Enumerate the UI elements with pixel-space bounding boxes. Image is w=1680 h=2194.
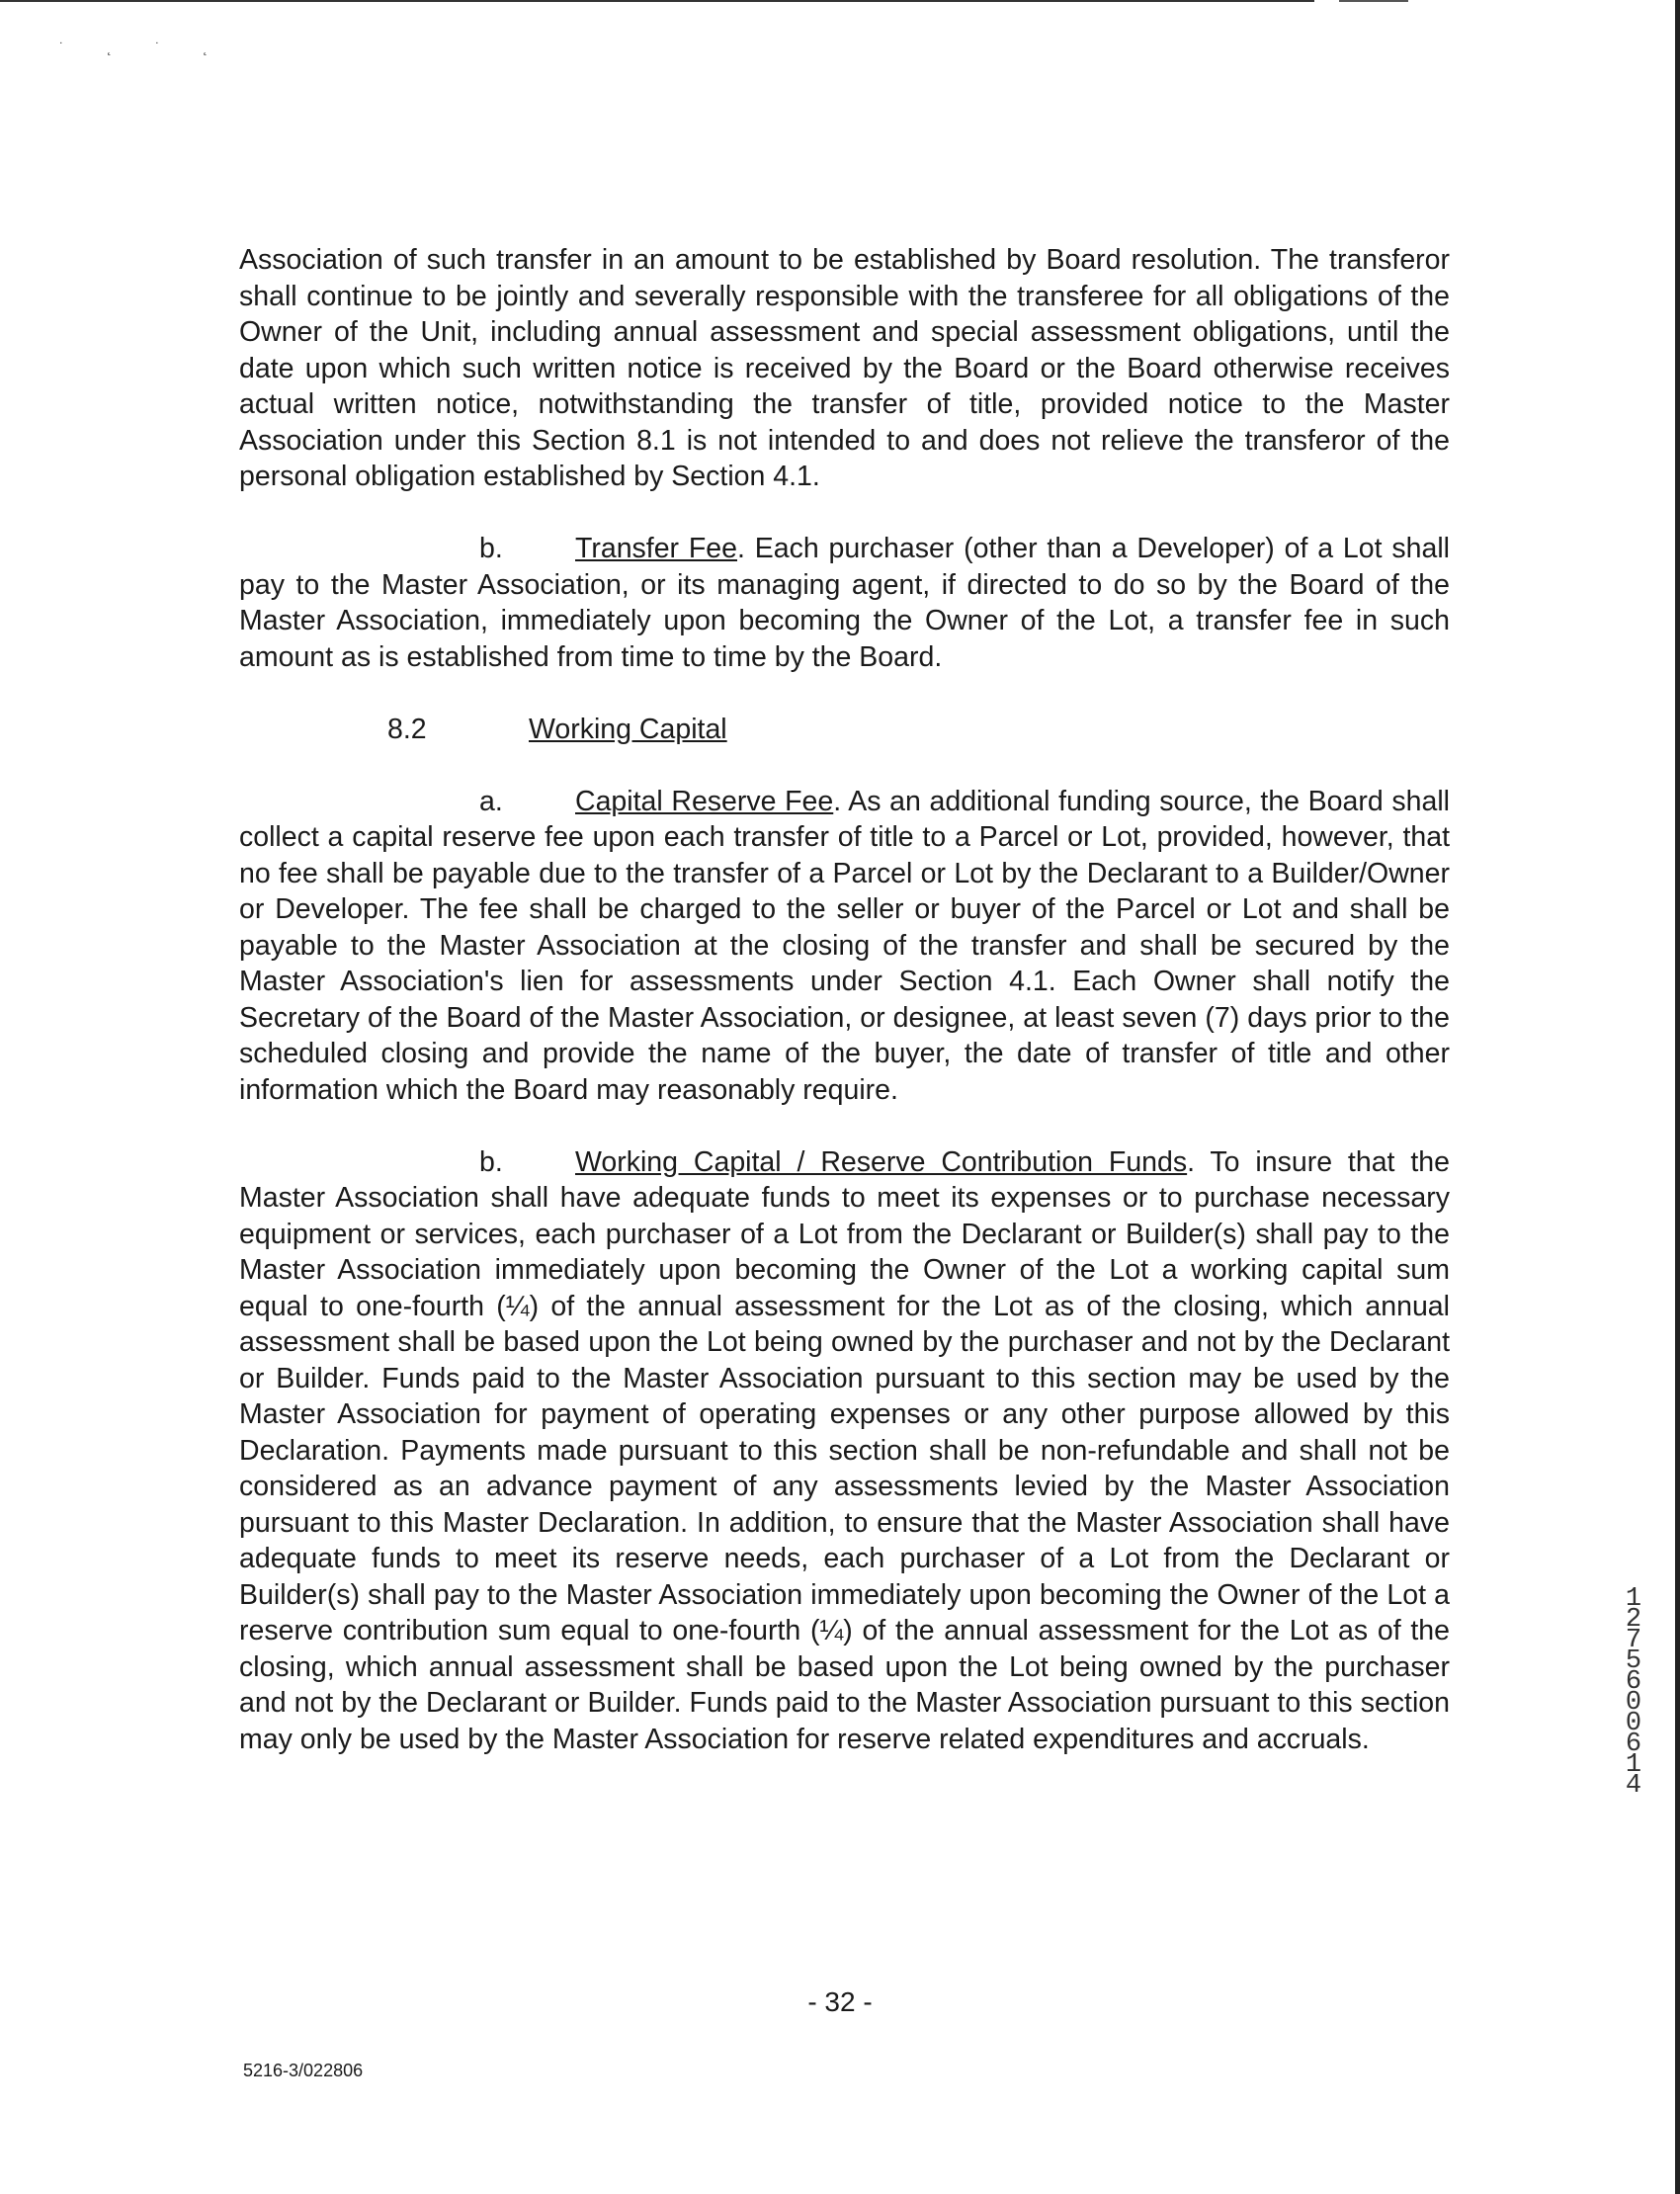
paragraph-capital-reserve-fee: [239, 784, 1450, 1109]
top-border-line: [0, 0, 1314, 2]
item-marker: a.: [479, 785, 503, 817]
document-body: [239, 242, 1450, 1794]
scan-specks: ˙ ˛ ˙ ˛: [59, 40, 228, 55]
margin-recording-stamp: 12756 00614: [1625, 1584, 1658, 1801]
item-text: . Each purchaser (other than a Developer) of a Lot shall pay to the Master Association, or its managing agent, if directed to do so by the Board of the Master Association, immediately upon becoming the Owner of the Lot, a transfer fee in such amount as is established from time to time by the Board.: [239, 533, 1450, 673]
item-title-working-capital-funds: Working Capital / Reserve Contribution Funds: [575, 1145, 1188, 1178]
item-marker: b.: [479, 1145, 503, 1178]
item-text: . To insure that the Master Association shall have adequate funds to meet its expenses or to purchase necessary equipment or services, each purchaser of a Lot from the Declarant or Builder(s) shall pay to the Master Association immediately upon becoming the Owner of the Lot a working capital sum equal to one-fourth (¼) of the annual assessment for the Lot as of the closing, which annual assessment shall be based upon the Lot being owned by the purchaser and not by the Declarant or Builder. Funds paid to the Master Association pursuant to this section may be used by the Master Association for payment of operating expenses or any other purpose allowed by this Declaration. Payments made pursuant to this section shall be non-refundable and shall not be considered as an advance payment of any assessments levied by the Master Association pursuant to this Master Declaration. In addition, to ensure that the Master Association shall have adequate funds to meet its reserve needs, each purchaser of a Lot from the Declarant or Builder(s) shall pay to the Master Association immediately upon becoming the Owner of the Lot a reserve contribution sum equal to one-fourth (¼) of the annual assessment for the Lot as of the closing, which annual assessment shall be based upon the Lot being owned by the purchaser and not by the Declarant or Builder. Funds paid to the Master Association pursuant to this section may only be used by the Master Association for reserve related expenditures and accruals.: [239, 1145, 1450, 1755]
section-number: 8.2: [387, 713, 427, 745]
item-title-capital-reserve-fee: Capital Reserve Fee: [575, 785, 834, 817]
paragraph-transfer-notice: Association of such transfer in an amount to be established by Board resolution. The transferor shall continue to be jointly and severally responsible with the transferee for all obligations of the Owner of the Unit, including annual assessment and special assessment obligations, until the date upon which such written notice is received by the Board or the Board otherwise receives actual written notice, notwithstanding the transfer of title, provided notice to the Master Association under this Section 8.1 is not intended to and does not relieve the transferor of the personal obligation established by Section 4.1.: [239, 244, 1450, 492]
paragraph-transfer-fee: [239, 531, 1450, 675]
item-title-transfer-fee: Transfer Fee: [575, 533, 737, 564]
section-heading-working-capital: [239, 712, 1450, 748]
footer-document-code: 5216-3/022806: [243, 2061, 364, 2080]
section-title: Working Capital: [529, 713, 727, 745]
scan-right-edge: [1675, 0, 1680, 2194]
paragraph-working-capital-funds: [239, 1144, 1450, 1758]
item-marker: b.: [479, 533, 503, 564]
top-border-line-short: [1339, 0, 1408, 2]
page-number: - 32 -: [807, 1986, 873, 2017]
item-text: . As an additional funding source, the Board shall collect a capital reserve fee upon each transfer of title to a Parcel or Lot, provided, however, that no fee shall be payable due to the transfer of a Parcel or Lot by the Declarant to a Builder/Owner or Developer. The fee shall be charged to the seller or buyer of the Parcel or Lot and shall be payable to the Master Association at the closing of the transfer and shall be secured by the Master Association's lien for assessments under Section 4.1. Each Owner shall notify the Secretary of the Board of the Master Association, or designee, at least seven (7) days prior to the scheduled closing and provide the name of the buyer, the date of transfer of title and other information which the Board may reasonably require.: [239, 785, 1450, 1106]
